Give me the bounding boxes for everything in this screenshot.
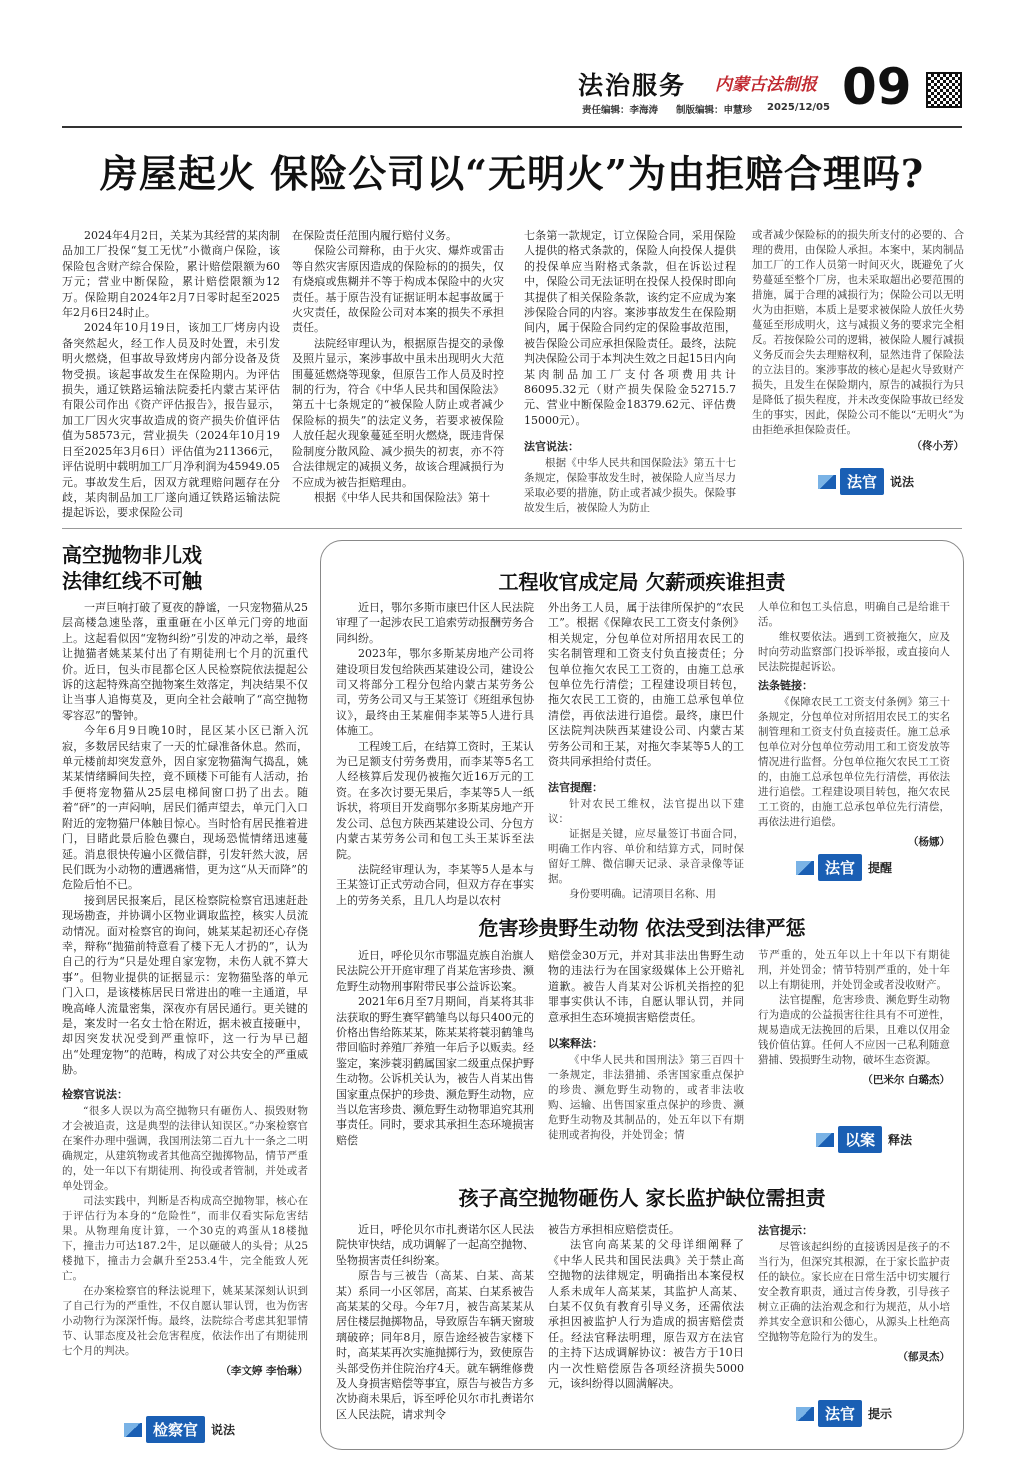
byline: （郁灵杰）: [897, 1351, 950, 1363]
byline: （巴米尔 白璐杰）: [862, 1074, 950, 1086]
editor-credit: 责任编辑：李海涛: [582, 105, 659, 116]
paragraph: 工程竣工后，在结算工资时，王某认为已足额支付劳务费用，而李某等5名工人经核算后发现仍被拖欠近16万元的工资。在多次讨要无果后，李某等5人一纸诉状，将项目开发商鄂尔多斯某房地产开发公司、总包方陕西某建设公司、分包方内蒙古某劳务公司和包工头王某诉至法院。: [336, 739, 534, 861]
paragraph: 近日，呼伦贝尔市鄂温克族自治旗人民法院公开开庭审理了肖某危害珍贵、濒危野生动物刑事附带民事公益诉讼案。: [336, 949, 534, 993]
prosecutor-comment: “很多人误以为高空抛物只有砸伤人、损毁财物才会被追责，这是典型的法律认知误区。”办案检察官在案件办理中强调，我国刑法第二百九十一条之二明确规定，从建筑物或者其他高空抛掷物品，情节严重的，处一年以下有期徒刑、拘役或者管制，并处或者单处罚金。: [62, 1104, 308, 1192]
article-minor-col1: [336, 1222, 534, 1422]
paragraph: 原告与三被告（高某、白某、高某某）系同一小区邻居，高某、白某系被告高某某的父母。今年7月，被告高某某从居住楼层抛掷物品，导致原告车辆天窗玻璃破碎；同年8月，原告途经被告家楼下时，高某某再次实施抛掷行为，致使原告头部受伤并住院治疗4天。就车辆维修费及人身损害赔偿等事宜，原告与被告方多次协商未果后，诉至呼伦贝尔市扎赉诺尔区人民法院，请求判令: [336, 1269, 534, 1421]
byline: （佟小芳）: [911, 440, 964, 452]
paragraph: 2024年4月2日，关某为其经营的某肉制品加工厂投保“复工无忧”小微商户保险，该保险包含财产综合保险，累计赔偿限额为60万元；营业中断保险，累计赔偿限额为12万。保险期自2024年2月7日零时起至2025年2月6日24时止。: [62, 229, 280, 320]
judge-reminder-label: 法官提醒：: [548, 781, 603, 795]
article-insurance-col3: [524, 228, 736, 516]
law-link: 《保障农民工工资支付条例》第三十条规定，分包单位对所招用农民工的实名制管理和工资支付负直接责任。施工总承包单位对分包单位劳动用工和工资发放等情况进行监督。分包单位拖欠农民工工资的，由施工总承包单位先行清偿，再依法进行追偿。工程建设项目转包，拖欠农民工工资的，由施工总承包单位先行清偿，再依法进行追偿。: [758, 696, 950, 828]
article-wildlife-col2: [548, 948, 744, 1143]
article-title: 工程收官成定局 欠薪顽疾谁担责: [498, 570, 786, 594]
article-insurance-col2: [292, 228, 504, 505]
tag-flag-icon: [818, 475, 836, 489]
article-insurance-col4: [752, 228, 964, 453]
page-headline: 房屋起火 保险公司以“无明火”为由拒赔合理吗?: [99, 151, 925, 196]
paragraph: 接到居民报案后，昆区检察院检察官迅速赶赴现场勘查，并协调小区物业调取监控，核实人员流动情况。面对检察官的询问，姚某某起初还心存侥幸，辩称“抛猫前特意看了楼下无人才扔的”，认为自己的行为“只是处理自家宠物，未伤人就不算大事”。但物业提供的证据显示：宠物猫坠落的单元门入口，是该楼栋居民日常进出的唯一主通道，早晚高峰人流量密集，深夜亦有居民通行。更关键的是，案发时一名女士恰在附近，据未被直接砸中，却因突发状况受到严重惊吓，这一行为早已超出“处理宠物”的范畴，构成了对公共安全的严重威胁。: [62, 893, 308, 1077]
tag-judge-tip: 法官 提示: [796, 1400, 892, 1427]
tag-flag-icon: [816, 1133, 834, 1147]
byline: （杨娜）: [908, 836, 950, 848]
paragraph: 法院经审理认为，李某等5人是本与王某签订正式劳动合同，但双方存在事实上的劳务关系，且几人均是以农村: [336, 862, 534, 907]
article-title: 孩子高空抛物砸伤人 家长监护缺位需担责: [458, 1186, 826, 1210]
masthead-rule: [62, 126, 962, 128]
judge-reminder-cont: 人单位和包工头信息，明确自己是给谁干活。: [758, 601, 950, 628]
paper-name-logo: 内蒙古法制报: [715, 75, 817, 95]
tag-judge-says: 法官 说法: [818, 468, 914, 495]
case-explain-label: 以案释法：: [548, 1037, 603, 1051]
case-explain-cont: 法官提醒，危害珍贵、濒危野生动物行为造成的公益损害往往具有不可逆性，规易造成无法挽回的后果，且难以仅用金钱价值估算。任何人不应因一己私利随意猎捕、毁损野生动物，破坏生态资源。: [758, 994, 950, 1066]
article-wildlife-col3: [758, 948, 950, 1087]
prosecutor-comment: 司法实践中，判断是否构成高空抛物罪，核心在于评估行为本身的“危险性”，而非仅看实际危害结果。从物理角度计算，一个30克的鸡蛋从18楼抛下，撞击力可达187.2牛，足以砸破人的头骨；从25楼抛下，撞击力会飙升至253.4牛，完全能致人死亡。: [62, 1194, 308, 1282]
judge-reminder: 证据是关键，应尽量签订书面合同，明确工作内容、单价和结算方式，同时保留好工牌、微信聊天记录、录音录像等证据。: [548, 828, 744, 886]
paragraph: 近日，鄂尔多斯市康巴什区人民法院审理了一起涉农民工追索劳动报酬劳务合同纠纷。: [336, 601, 534, 645]
article-insurance-col1: [62, 228, 280, 521]
issue-date: 2025/12/05: [767, 102, 830, 113]
judge-comment-cont: 或者减少保险标的的损失所支付的必要的、合理的费用，由保险人承担。本案中，某肉制品加工厂的工作人员第一时间灭火，既避免了火势蔓延至整个厂房，也未采取超出必要范围的措施，属于合理的减损行为；保险公司以无明火为由拒赔，本质上是要求被保险人放任火势蔓延至形成明火，这与减损义务的要求完全相反。若按保险公司的逻辑，被保险人履行减损义务反而会失去理赔权利，显然违背了保险法的立法目的。案涉事故的核心是起火导致财产损失，且发生在保险期内，原告的减损行为只是降低了损失程度，并未改变保险事故已经发生的事实，因此，保险公司不能以“无明火”为由拒绝承担保险责任。: [752, 229, 964, 436]
article-wage-col1: [336, 600, 534, 908]
paragraph: 七条第一款规定，订立保险合同，采用保险人提供的格式条款的，保险人向投保人提供的投保单应当附格式条款，但在诉讼过程中，保险公司无法证明在投保人投保时即向其提供了相关保险条款，该约定不应成为案涉保险合同的内容。案涉事故发生在保险期间内，属于保险合同约定的保险事故范围，被告保险公司应承担保险责任。最终，法院判决保险公司于本判决生效之日起15日内向某肉制品加工厂支付各项费用共计86095.32元（财产损失保险金52715.7元、营业中断保险金18379.62元、评估费15000元）。: [524, 229, 736, 427]
article-minor-col2: [548, 1222, 744, 1391]
section-title: 法治服务: [578, 71, 687, 100]
paragraph: 今年6月9日晚10时，昆区某小区已渐入沉寂，多数居民结束了一天的忙碌准备休息。然而，单元楼前却突发意外，因自家宠物猫淘气捣乱，姚某某情绪瞬间失控，竟不顾楼下可能有人活动，抬手便将宠物猫从25层电梯间窗口扔了出去。随着“砰”的一声闷响，居民们循声望去，单元门入口附近的宠物猫尸体触目惊心。当时恰有居民推着进门，目睹此景后脸色骤白，现场恐慌情绪迅速蔓延。消息很快传遍小区微信群，引发轩然大波，居民们既为小动物的遭遇痛惜，更为这“从天而降”的危险后怕不已。: [62, 724, 308, 892]
tag-judge-reminder: 法官 提醒: [796, 854, 892, 881]
paragraph: 保险公司辩称，由于火灾、爆炸或雷击等自然灾害原因造成的保险标的的损失，仅有烧痕或焦糊并不等于构成本保险中的火灾责任。基于原告没有证据证明本起事故属于火灾责任，故保险公司对本案的损失不承担责任。: [292, 244, 504, 335]
article-wildlife-col1: [336, 948, 534, 1148]
judge-reminder: 针对农民工维权，法官提出以下建议：: [548, 798, 744, 826]
paragraph: 2023年，鄂尔多斯某房地产公司将建设项目发包给陕西某建设公司，建设公司又将部分工程分包给内蒙古某劳务公司，劳务公司又与王某签订《班组承包协议》，最终由王某雇佣李某等5人进行具体施工。: [336, 647, 534, 738]
byline: （李文婷 李怡琳）: [220, 1364, 308, 1377]
prosecutor-comment: 在办案检察官的释法说理下，姚某某深刻认识到了自己行为的严重性，不仅自愿认罪认罚，也为伤害小动物行为深深忏悔。最终，法院综合考虑其犯罪情节、认罪态度及社会危害程度，依法作出了有期徒刑七个月的判决。: [62, 1284, 308, 1357]
tag-flag-icon: [796, 1407, 814, 1421]
judge-reminder-cont: 维权要依法。遇到工资被拖欠，应及时向劳动监察部门投诉举报，或直接向人民法院提起诉讼。: [758, 631, 950, 673]
designer-credit: 制版编辑：申慧珍: [676, 105, 753, 116]
judge-tip: 尽管该起纠纷的直接诱因是孩子的不当行为，但深究其根源，在于家长监护责任的缺位。家长应在日常生活中切实履行安全教育职责，通过言传身教，引导孩子树立正确的法治观念和行为规范，从小培养其安全意识和公德心，从源头上杜绝高空抛物等危险行为的发生。: [758, 1241, 950, 1343]
article-wage-col2: [548, 600, 744, 902]
judge-comment-label: 法官说法：: [524, 440, 579, 454]
tag-flag-icon: [796, 861, 814, 875]
paragraph: 法官向高某某的父母详细阐释了《中华人民共和国民法典》关于禁止高空抛物的法律规定，明确指出本案侵权人系未成年人高某某，其监护人高某、白某不仅负有教育引导义务，还需依法承担因被监护人行为造成的损害赔偿责任。经法官释法明理，原告双方在法官的主持下达成调解协议：被告方于10日内一次性赔偿原告各项经济损失5000元，该纠纷得以圆满解决。: [548, 1238, 744, 1391]
paragraph: 近日，呼伦贝尔市扎赉诺尔区人民法院快审快结，成功调解了一起高空抛物、坠物损害责任纠纷案。: [336, 1223, 534, 1267]
article-minor-col3: [758, 1222, 950, 1364]
paragraph: 2021年6月至7月期间，肖某将其非法获取的野生赛罕鹤雏鸟以每只400元的价格出售给陈某某，陈某某将蓑羽鹤雏鸟带回临时养殖厂养殖一年后予以贩卖。经鉴定，案涉蓑羽鹤属国家二级重点保护野生动物。公诉机关认为，被告人肖某出售国家重点保护的珍贵、濒危野生动物，应当以危害珍贵、濒危野生动物罪追究其刑事责任。同时，要求其承担生态环境损害赔偿: [336, 995, 534, 1147]
article-wage-col3: [758, 600, 950, 849]
prosecutor-comment-label: 检察官说法：: [62, 1087, 128, 1101]
article-title-line2: 法律红线不可触: [62, 569, 202, 593]
tag-prosecutor-says: 检察官 说法: [124, 1416, 235, 1443]
section-rule: [62, 528, 962, 529]
article-title-line1: 高空抛物非儿戏: [62, 543, 202, 567]
article-high-altitude: [62, 542, 308, 1378]
paragraph: 在保险责任范围内履行赔付义务。: [292, 229, 457, 242]
paragraph: 一声巨响打破了夏夜的静谧，一只宠物猫从25层高楼急速坠落，重重砸在小区单元门旁的地面上。这起看似因“宠物纠纷”引发的冲动之举，最终让抛猫者姚某某付出了有期徒刑七个月的沉重代价。近日，包头市昆都仑区人民检察院依法提起公诉的这起特殊高空抛物案生效落定，判决结果不仅让当事人追悔莫及，更向全社会敲响了“高空抛物零容忍”的警钟。: [62, 601, 308, 722]
judge-reminder: 身份要明确。记清项目名称、用: [569, 888, 716, 901]
paragraph: 2024年10月19日，该加工厂烤房内设备突然起火，经工作人员及时处置，未引发明火燃烧，但事故导致烤房内部分设备及货物受损。该起事故发生在保险期内。为评估损失，通辽铁路运输法院委托内蒙古某评估有限公司作出《资产评估报告》，报告显示，加工厂因火灾事故造成的资产损失价值评估值为58573元，营业损失（2024年10月19日至2025年3月6日）评估值为211366元，评估说明中载明加工厂月净利润为45949.05元。事故发生后，因双方就理赔问题存在分歧，某肉制品加工厂遂向通辽铁路运输法院提起诉讼，要求保险公司: [62, 321, 280, 520]
tag-case-explain: 以案 释法: [816, 1126, 912, 1153]
paragraph: 外出务工人员，属于法律所保护的“农民工”。根据《保障农民工工资支付条例》相关规定，分包单位对所招用农民工的实名制管理和工资支付负直接责任；分包单位拖欠农民工工资的，由施工总承包单位先行清偿；工程建设项目转包，拖欠农民工工资的，由施工总承包单位清偿，再依法进行追偿。最终，康巴什区法院判决陕西某建设公司、内蒙古某劳务公司和王某，对拖欠李某等5人的工资共同承担给付责任。: [548, 601, 744, 769]
masthead: [0, 60, 1024, 130]
judge-tip-label: 法官提示：: [758, 1224, 813, 1237]
law-link-label: 法条链接：: [758, 679, 813, 692]
paragraph: 法院经审理认为，根据原告提交的录像及照片显示，案涉事故中虽未出现明火大范围蔓延燃烧等现象，但原告工作人员及时控制的行为，符合《中华人民共和国保险法》第五十七条规定的“被保险人防止或者减少保险标的损失”的法定义务，若要求被保险人放任起火现象蔓延至明火燃烧，既违背保险制度分散风险、减少损失的初衷，亦不符合法律规定的减损义务，故该合理减损行为不应成为被告拒赔理由。: [292, 336, 504, 489]
case-explain: 《中华人民共和国刑法》第三百四十一条规定，非法猎捕、杀害国家重点保护的珍贵、濒危野生动物的，或者非法收购、运输、出售国家重点保护的珍贵、濒危野生动物及其制品的，处五年以下有期徒刑或者拘役，并处罚金；情: [548, 1054, 744, 1142]
qr-code: [926, 72, 962, 108]
article-title: 危害珍贵野生动物 依法受到法律严惩: [478, 916, 806, 940]
paragraph: 赔偿金30万元，并对其非法出售野生动物的违法行为在国家级媒体上公开赔礼道歉。被告人肖某对公诉机关指控的犯罪事实供认不讳，自愿认罪认罚，并同意承担生态环境损害赔偿责任。: [548, 949, 744, 1024]
case-explain-cont: 节严重的，处五年以上十年以下有期徒刑，并处罚金；情节特别严重的，处十年以上有期徒刑，并处罚金或者没收财产。: [758, 949, 950, 991]
paragraph: 根据《中华人民共和国保险法》第十: [314, 490, 490, 504]
tag-flag-icon: [124, 1423, 142, 1437]
page-number: 09: [842, 58, 912, 116]
paragraph: 被告方承担相应赔偿责任。: [548, 1223, 680, 1236]
judge-comment: 根据《中华人民共和国保险法》第五十七条规定，保险事故发生时，被保险人应当尽力采取必要的措施，防止或者减少损失。保险事故发生后，被保险人为防止: [524, 457, 736, 515]
